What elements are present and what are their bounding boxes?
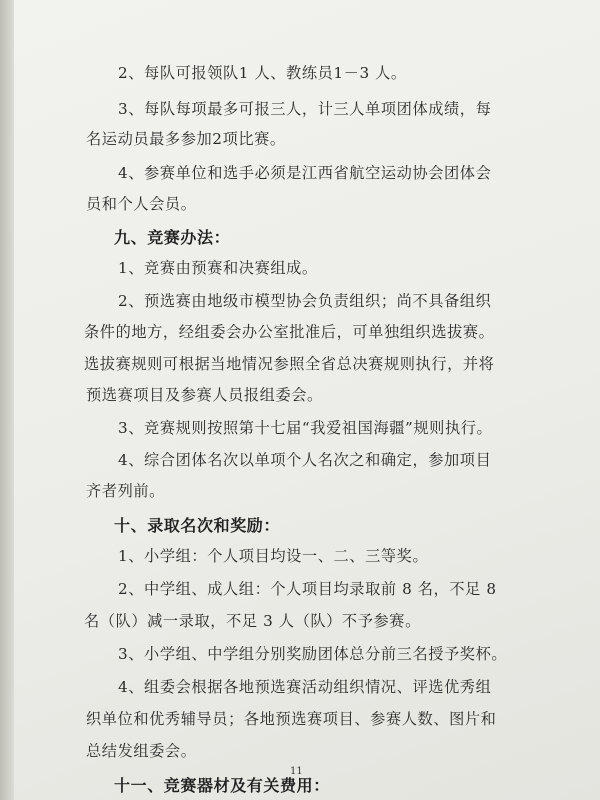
text-line: 3、竞赛规则按照第十七届“我爱祖国海疆”规则执行。: [118, 419, 493, 437]
text-line: 选拔赛规则可根据当地情况参照全省总决赛规则执行，并将: [84, 355, 495, 373]
text-line: 预选赛项目及参赛人员报组委会。: [86, 386, 323, 404]
text-line: 织单位和优秀辅导员；各地预选赛项目、参赛人数、图片和: [86, 710, 497, 728]
section-heading-11: 十一、竞赛器材及有关费用：: [114, 776, 330, 795]
text-line: 2、每队可报领队1 人、教练员1－3 人。: [118, 64, 407, 82]
text-line: 3、小学组、中学组分别奖励团体总分前三名授予奖杯。: [118, 645, 508, 663]
text-line: 总结发组委会。: [86, 742, 197, 760]
page-edge-shadow: [0, 0, 14, 800]
text-line: 1、小学组：个人项目均设一、二、三等奖。: [118, 547, 429, 565]
text-line: 条件的地方，经组委会办公室批准后，可单独组织选拔赛。: [84, 323, 495, 341]
text-line: 名（队）减一录取，不足 3 人（队）不予参赛。: [84, 612, 421, 630]
text-line: 2、预选赛由地级市模型协会负责组织；尚不具备组织: [118, 292, 492, 310]
text-line: 3、每队每项最多可报三人，计三人单项团体成绩，每: [118, 100, 492, 118]
page-number: 11: [290, 766, 303, 777]
text-line: 2、中学组、成人组：个人项目均录取前 8 名，不足 8: [118, 580, 497, 598]
text-line: 员和个人会员。: [86, 195, 197, 213]
text-line: 1、竞赛由预赛和决赛组成。: [118, 259, 318, 277]
text-line: 齐者列前。: [86, 482, 165, 500]
section-heading-9: 九、竞赛办法：: [114, 228, 231, 247]
section-heading-10: 十、录取名次和奖励：: [114, 516, 281, 535]
text-line: 4、综合团体名次以单项个人名次之和确定，参加项目: [118, 451, 492, 469]
text-line: 4、组委会根据各地预选赛活动组织情况、评选优秀组: [118, 678, 492, 696]
text-line: 名运动员最多参加2项比赛。: [86, 130, 286, 148]
text-line: 4、参赛单位和选手必须是江西省航空运动协会团体会: [118, 164, 492, 182]
